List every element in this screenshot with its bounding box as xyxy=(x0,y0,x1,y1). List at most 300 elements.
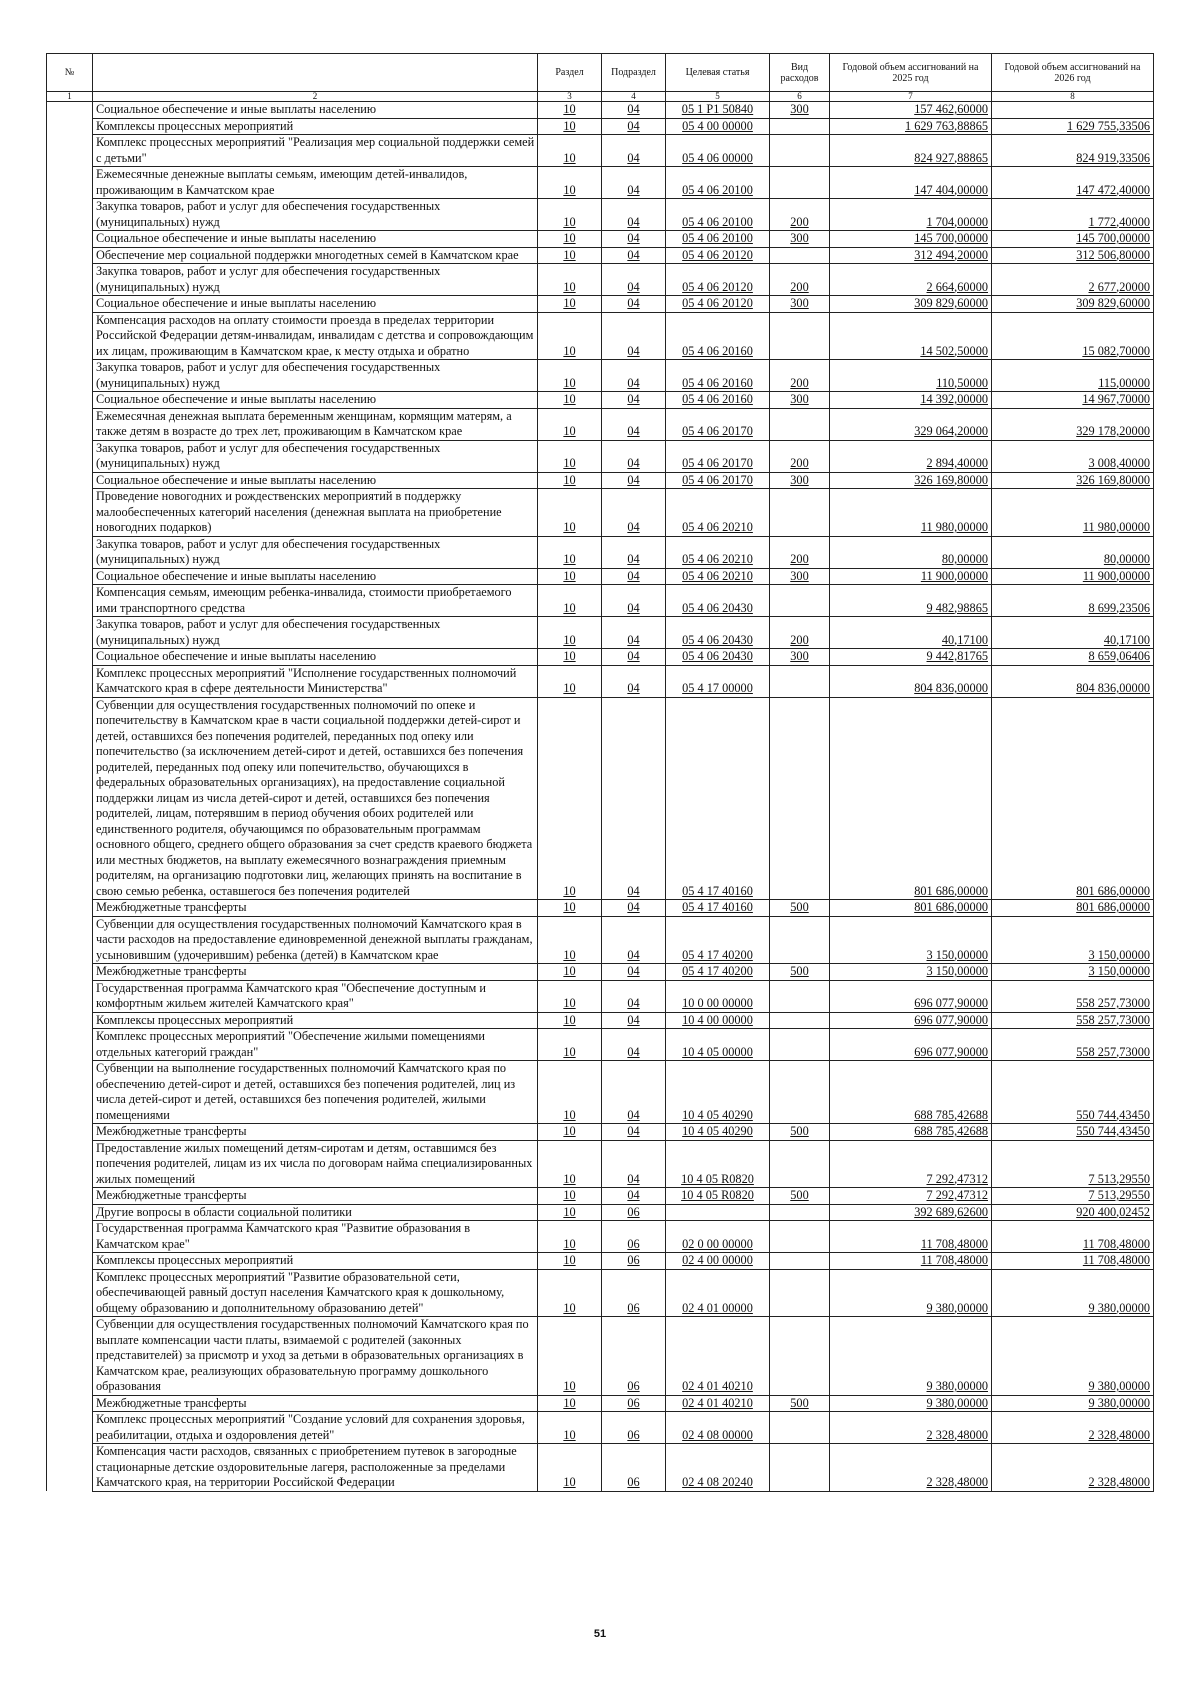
row-amount-2026 xyxy=(992,264,1154,296)
row-subsection-value: 04 xyxy=(627,392,640,406)
row-target-article xyxy=(666,167,770,199)
row-expense-type-value: 300 xyxy=(790,231,809,245)
row-num-cell xyxy=(47,472,93,489)
row-target-article-value: 05 4 06 00000 xyxy=(682,150,753,165)
row-subsection-value: 04 xyxy=(627,343,640,358)
row-expense-type xyxy=(770,408,830,440)
row-subsection xyxy=(602,392,666,409)
row-expense-type xyxy=(770,900,830,917)
row-target-article xyxy=(666,199,770,231)
row-subsection-value: 04 xyxy=(627,214,640,229)
table-row xyxy=(47,489,1154,537)
row-section xyxy=(538,1012,602,1029)
row-amount-2025 xyxy=(830,1061,992,1124)
row-amount-2026 xyxy=(992,1061,1154,1124)
row-target-article xyxy=(666,231,770,248)
row-expense-type xyxy=(770,135,830,167)
row-amount-2025-value: 696 077,90000 xyxy=(914,1012,988,1027)
row-target-article xyxy=(666,1269,770,1317)
row-subsection-value: 04 xyxy=(627,472,640,487)
row-target-article-value: 05 4 17 00000 xyxy=(682,681,753,695)
row-amount-2025-value: 3 150,00000 xyxy=(926,964,988,978)
row-section xyxy=(538,665,602,697)
row-section xyxy=(538,964,602,981)
row-amount-2026 xyxy=(992,697,1154,900)
row-expense-type xyxy=(770,1253,830,1270)
row-amount-2026-value: 558 257,73000 xyxy=(1076,1044,1150,1059)
row-section xyxy=(538,585,602,617)
table-row xyxy=(47,296,1154,313)
row-name: Субвенции для осуществления государственных полномочий Камчатского края в части расходов на предоставление единовременной денежной выплаты гражданам, усыновившим (удочерившим) ребенка (детей) в Камчатском крае xyxy=(93,916,538,964)
row-subsection xyxy=(602,296,666,313)
row-amount-2025-value: 326 169,80000 xyxy=(914,472,988,487)
row-target-article-value: 02 4 01 40210 xyxy=(682,1395,753,1410)
row-num-cell xyxy=(47,199,93,231)
row-section xyxy=(538,980,602,1012)
row-name: Межбюджетные трансферты xyxy=(93,964,538,981)
row-amount-2026-value: 3 150,00000 xyxy=(1088,947,1150,962)
header-section: Раздел xyxy=(538,54,602,92)
row-section xyxy=(538,247,602,264)
row-subsection-value: 04 xyxy=(627,182,640,197)
row-amount-2025-value: 696 077,90000 xyxy=(914,1044,988,1059)
row-num-cell xyxy=(47,167,93,199)
row-section-value: 10 xyxy=(563,1044,576,1059)
row-subsection-value: 04 xyxy=(627,424,640,438)
table-row xyxy=(47,1204,1154,1221)
row-num-cell xyxy=(47,489,93,537)
row-expense-type xyxy=(770,1029,830,1061)
row-target-article xyxy=(666,1317,770,1396)
row-name: Социальное обеспечение и иные выплаты населению xyxy=(93,296,538,313)
row-num-cell xyxy=(47,1061,93,1124)
table-row xyxy=(47,1124,1154,1141)
row-name: Обеспечение мер социальной поддержки многодетных семей в Камчатском крае xyxy=(93,247,538,264)
row-amount-2025 xyxy=(830,536,992,568)
row-amount-2025-value: 2 894,40000 xyxy=(926,456,988,470)
row-target-article-value: 02 4 08 00000 xyxy=(682,1427,753,1442)
row-num-cell xyxy=(47,980,93,1012)
row-section-value: 10 xyxy=(563,1395,576,1410)
row-amount-2025-value: 7 292,47312 xyxy=(926,1188,988,1202)
row-section-value: 10 xyxy=(563,1012,576,1027)
row-amount-2026 xyxy=(992,247,1154,264)
row-amount-2025 xyxy=(830,392,992,409)
row-amount-2026 xyxy=(992,1412,1154,1444)
row-target-article-value: 05 4 17 40200 xyxy=(682,964,753,978)
row-expense-type xyxy=(770,585,830,617)
row-target-article xyxy=(666,264,770,296)
row-name: Государственная программа Камчатского края "Обеспечение доступным и комфортным жильем жителей Камчатского края" xyxy=(93,980,538,1012)
row-name: Межбюджетные трансферты xyxy=(93,900,538,917)
row-amount-2026-value: 2 328,48000 xyxy=(1088,1475,1150,1489)
row-section xyxy=(538,1140,602,1188)
row-subsection xyxy=(602,312,666,360)
row-section-value: 10 xyxy=(563,649,576,663)
row-expense-type xyxy=(770,1124,830,1141)
table-row xyxy=(47,964,1154,981)
row-amount-2025 xyxy=(830,980,992,1012)
row-amount-2025-value: 11 708,48000 xyxy=(920,1236,988,1251)
row-target-article xyxy=(666,1204,770,1221)
row-amount-2025-value: 312 494,20000 xyxy=(914,247,988,262)
header-subsection: Подраздел xyxy=(602,54,666,92)
row-amount-2026 xyxy=(992,312,1154,360)
row-target-article-value: 10 4 05 40290 xyxy=(682,1107,753,1122)
row-target-article xyxy=(666,489,770,537)
row-target-article-value: 05 4 06 20160 xyxy=(682,392,753,406)
row-name: Комплексы процессных мероприятий xyxy=(93,118,538,135)
table-row xyxy=(47,1029,1154,1061)
row-num-cell xyxy=(47,247,93,264)
row-section xyxy=(538,1269,602,1317)
row-num-cell xyxy=(47,1412,93,1444)
row-name: Комплексы процессных мероприятий xyxy=(93,1012,538,1029)
row-amount-2026-value: 1 629 755,33506 xyxy=(1066,118,1150,133)
row-expense-type xyxy=(770,1317,830,1396)
row-section-value: 10 xyxy=(563,1300,576,1315)
row-target-article xyxy=(666,964,770,981)
row-target-article-value: 05 4 06 20120 xyxy=(682,247,753,262)
row-amount-2026 xyxy=(992,118,1154,135)
row-name: Комплекс процессных мероприятий "Исполнение государственных полномочий Камчатского края в сфере деятельности Министерства" xyxy=(93,665,538,697)
row-name: Другие вопросы в области социальной политики xyxy=(93,1204,538,1221)
row-name: Компенсация части расходов, связанных с приобретением путевок в загородные стационарные детские оздоровительные лагеря, расположенные за пределами Камчатского края, на территории Российской Федерации xyxy=(93,1444,538,1492)
row-expense-type-value: 500 xyxy=(790,1188,809,1202)
row-expense-type xyxy=(770,440,830,472)
row-amount-2026 xyxy=(992,649,1154,666)
row-amount-2026-value: 309 829,60000 xyxy=(1076,296,1150,310)
table-row xyxy=(47,1221,1154,1253)
row-amount-2026 xyxy=(992,568,1154,585)
row-subsection-value: 04 xyxy=(627,247,640,262)
row-section-value: 10 xyxy=(563,214,576,229)
row-section-value: 10 xyxy=(563,1236,576,1251)
column-number: 7 xyxy=(830,92,992,102)
row-subsection xyxy=(602,649,666,666)
row-amount-2025-value: 2 328,48000 xyxy=(926,1475,988,1489)
row-target-article-value: 10 4 05 00000 xyxy=(682,1044,753,1059)
row-section xyxy=(538,1412,602,1444)
row-subsection-value: 06 xyxy=(627,1300,640,1315)
row-amount-2026 xyxy=(992,1140,1154,1188)
row-num-cell xyxy=(47,900,93,917)
table-row xyxy=(47,231,1154,248)
column-number: 2 xyxy=(93,92,538,102)
row-section xyxy=(538,312,602,360)
row-subsection-value: 04 xyxy=(627,600,640,615)
row-amount-2025 xyxy=(830,489,992,537)
row-section-value: 10 xyxy=(563,1475,576,1489)
row-target-article-value: 05 4 17 40160 xyxy=(682,883,753,898)
row-amount-2025 xyxy=(830,1204,992,1221)
row-num-cell xyxy=(47,1317,93,1396)
row-amount-2026 xyxy=(992,199,1154,231)
row-name: Субвенции для осуществления государственных полномочий Камчатского края по выплате компенсации части платы, взимаемой с родителей (законных представителей) за присмотр и уход за детьми в образовательных организациях в Камчатском крае, реализующих образовательную программу дошкольного образования xyxy=(93,1317,538,1396)
row-amount-2025 xyxy=(830,1012,992,1029)
row-amount-2025 xyxy=(830,135,992,167)
row-amount-2025-value: 7 292,47312 xyxy=(926,1171,988,1186)
row-amount-2025 xyxy=(830,1124,992,1141)
header-target-article: Целевая статья xyxy=(666,54,770,92)
row-expense-type xyxy=(770,1140,830,1188)
row-amount-2025-value: 11 980,00000 xyxy=(920,520,988,534)
row-subsection-value: 04 xyxy=(627,1124,640,1138)
column-number: 6 xyxy=(770,92,830,102)
row-amount-2025 xyxy=(830,1029,992,1061)
row-subsection-value: 04 xyxy=(627,883,640,898)
budget-table xyxy=(46,53,1154,1492)
table-row xyxy=(47,1269,1154,1317)
row-expense-type-value: 300 xyxy=(790,392,809,406)
table-row xyxy=(47,900,1154,917)
row-amount-2025-value: 9 482,98865 xyxy=(926,600,988,615)
row-num-cell xyxy=(47,1012,93,1029)
row-subsection xyxy=(602,665,666,697)
row-expense-type xyxy=(770,617,830,649)
row-amount-2025 xyxy=(830,118,992,135)
table-row xyxy=(47,649,1154,666)
row-subsection-value: 06 xyxy=(627,1475,640,1489)
row-amount-2026 xyxy=(992,408,1154,440)
row-subsection-value: 04 xyxy=(627,456,640,470)
row-num-cell xyxy=(47,135,93,167)
row-section xyxy=(538,617,602,649)
row-target-article xyxy=(666,1012,770,1029)
row-expense-type xyxy=(770,102,830,119)
row-subsection xyxy=(602,1317,666,1396)
row-subsection-value: 06 xyxy=(627,1379,640,1393)
row-name: Социальное обеспечение и иные выплаты населению xyxy=(93,392,538,409)
row-amount-2026 xyxy=(992,472,1154,489)
row-name: Проведение новогодних и рождественских мероприятий в поддержку малообеспеченных категорий населения (денежная выплата на приобретение новогодних подарков) xyxy=(93,489,538,537)
row-section-value: 10 xyxy=(563,150,576,165)
row-amount-2025-value: 80,00000 xyxy=(941,552,988,566)
row-amount-2026-value: 558 257,73000 xyxy=(1076,1012,1150,1027)
row-target-article xyxy=(666,1140,770,1188)
row-amount-2026 xyxy=(992,231,1154,248)
row-target-article-value: 02 4 01 00000 xyxy=(682,1300,753,1315)
row-expense-type xyxy=(770,536,830,568)
row-subsection xyxy=(602,1204,666,1221)
row-num-cell xyxy=(47,102,93,119)
column-number: 5 xyxy=(666,92,770,102)
row-expense-type xyxy=(770,312,830,360)
row-subsection xyxy=(602,247,666,264)
column-number: 4 xyxy=(602,92,666,102)
row-amount-2025-value: 110,50000 xyxy=(936,375,988,390)
row-name: Предоставление жилых помещений детям-сиротам и детям, оставшимся без попечения родителей, лицам из их числа по договорам найма специализированных жилых помещений xyxy=(93,1140,538,1188)
row-amount-2026-value: 329 178,20000 xyxy=(1076,424,1150,438)
row-target-article-value: 05 4 06 20100 xyxy=(682,231,753,245)
row-section xyxy=(538,536,602,568)
row-target-article-value: 05 4 06 20100 xyxy=(682,214,753,229)
row-name: Субвенции для осуществления государственных полномочий по опеке и попечительству в Камчатском крае в части социальной поддержки детей-сирот и детей, оставшихся без попечения родителей, переданных под опеку или попечительство (за исключением детей-сирот и детей, оставшихся без попечения родителей, переданных под опеку или попечительство, обучающихся в федеральных образовательных организациях), на предоставление социальной поддержки лицам из числа детей-сирот и детей, оставшихся без попечения родителей, лицам, потерявшим в период обучения обоих родителей или единственного родителя, обучающимся по образовательным программам основного общего, среднего общего образования за счет средств краевого бюджета или местных бюджетов, на выплату ежемесячного вознаграждения приемным родителям, на организацию подготовки лиц, желающих принять на воспитание в свою семью ребенка, оставшегося без попечения родителей xyxy=(93,697,538,900)
row-section xyxy=(538,1253,602,1270)
row-amount-2025 xyxy=(830,1317,992,1396)
row-subsection xyxy=(602,980,666,1012)
column-number: 3 xyxy=(538,92,602,102)
row-subsection-value: 04 xyxy=(627,375,640,390)
row-target-article-value: 05 4 06 20430 xyxy=(682,632,753,647)
row-expense-type xyxy=(770,1012,830,1029)
row-subsection xyxy=(602,135,666,167)
row-amount-2026-value: 147 472,40000 xyxy=(1076,182,1150,197)
row-amount-2025-value: 9 442,81765 xyxy=(926,649,988,663)
row-expense-type xyxy=(770,964,830,981)
row-section-value: 10 xyxy=(563,424,576,438)
row-target-article xyxy=(666,1253,770,1270)
row-num-cell xyxy=(47,1029,93,1061)
row-target-article xyxy=(666,360,770,392)
row-amount-2026 xyxy=(992,1124,1154,1141)
row-amount-2025-value: 824 927,88865 xyxy=(914,150,988,165)
row-subsection-value: 04 xyxy=(627,520,640,534)
row-amount-2025 xyxy=(830,440,992,472)
row-amount-2026 xyxy=(992,1317,1154,1396)
row-subsection xyxy=(602,1395,666,1412)
row-name: Компенсация расходов на оплату стоимости проезда в пределах территории Российской Федерации детям-инвалидам, инвалидам с детства и сопровождающим их лицам, проживающим в Камчатском крае, к месту отдыха и обратно xyxy=(93,312,538,360)
row-subsection-value: 04 xyxy=(627,964,640,978)
row-amount-2026-value: 550 744,43450 xyxy=(1076,1107,1150,1122)
row-subsection xyxy=(602,1444,666,1492)
row-num-cell xyxy=(47,697,93,900)
row-target-article xyxy=(666,408,770,440)
row-num-cell xyxy=(47,1395,93,1412)
row-section-value: 10 xyxy=(563,632,576,647)
row-section xyxy=(538,900,602,917)
row-amount-2026-value: 40,17100 xyxy=(1103,632,1150,647)
row-section xyxy=(538,392,602,409)
row-amount-2026-value: 550 744,43450 xyxy=(1076,1124,1150,1138)
table-row xyxy=(47,1012,1154,1029)
row-amount-2026 xyxy=(992,1188,1154,1205)
row-expense-type xyxy=(770,1221,830,1253)
row-section-value: 10 xyxy=(563,375,576,390)
row-target-article-value: 05 4 06 20120 xyxy=(682,279,753,294)
row-subsection xyxy=(602,102,666,119)
row-section-value: 10 xyxy=(563,1188,576,1202)
row-subsection xyxy=(602,472,666,489)
column-number: 1 xyxy=(47,92,93,102)
row-section-value: 10 xyxy=(563,1107,576,1122)
row-amount-2025 xyxy=(830,665,992,697)
table-row xyxy=(47,408,1154,440)
row-amount-2026 xyxy=(992,102,1154,119)
row-amount-2026-value: 115,00000 xyxy=(1098,375,1150,390)
row-expense-type-value: 500 xyxy=(790,1124,809,1138)
row-amount-2025-value: 14 502,50000 xyxy=(920,343,988,358)
row-subsection xyxy=(602,1188,666,1205)
row-amount-2026-value: 11 708,48000 xyxy=(1082,1236,1150,1251)
row-target-article xyxy=(666,1412,770,1444)
row-amount-2026-value: 8 699,23506 xyxy=(1088,600,1150,615)
row-target-article-value: 02 4 01 40210 xyxy=(682,1379,753,1393)
row-subsection-value: 04 xyxy=(627,118,640,133)
row-amount-2025-value: 145 700,00000 xyxy=(914,231,988,245)
table-row xyxy=(47,1395,1154,1412)
row-section-value: 10 xyxy=(563,392,576,406)
row-subsection xyxy=(602,489,666,537)
row-amount-2026-value: 1 772,40000 xyxy=(1088,214,1150,229)
row-amount-2025 xyxy=(830,472,992,489)
row-expense-type xyxy=(770,360,830,392)
row-section-value: 10 xyxy=(563,964,576,978)
row-section xyxy=(538,360,602,392)
row-target-article xyxy=(666,247,770,264)
row-subsection xyxy=(602,264,666,296)
row-section xyxy=(538,296,602,313)
row-amount-2026-value: 14 967,70000 xyxy=(1082,392,1150,406)
row-section-value: 10 xyxy=(563,552,576,566)
row-amount-2025 xyxy=(830,900,992,917)
row-expense-type-value: 300 xyxy=(790,568,809,583)
row-amount-2026 xyxy=(992,916,1154,964)
row-section-value: 10 xyxy=(563,456,576,470)
row-amount-2026-value: 11 708,48000 xyxy=(1082,1253,1150,1267)
table-header-row xyxy=(47,54,1154,92)
row-amount-2026-value: 9 380,00000 xyxy=(1088,1395,1150,1410)
row-num-cell xyxy=(47,536,93,568)
row-amount-2026-value: 7 513,29550 xyxy=(1088,1188,1150,1202)
row-amount-2026 xyxy=(992,1204,1154,1221)
row-target-article-value: 05 1 Р1 50840 xyxy=(681,102,754,116)
row-name: Социальное обеспечение и иные выплаты населению xyxy=(93,231,538,248)
row-subsection-value: 04 xyxy=(627,900,640,914)
row-subsection-value: 04 xyxy=(627,632,640,647)
row-num-cell xyxy=(47,231,93,248)
row-num-cell xyxy=(47,1188,93,1205)
table-body xyxy=(47,102,1154,1492)
row-amount-2025 xyxy=(830,697,992,900)
table-row xyxy=(47,102,1154,119)
row-section xyxy=(538,1221,602,1253)
row-amount-2026-value: 326 169,80000 xyxy=(1076,472,1150,487)
row-name: Межбюджетные трансферты xyxy=(93,1124,538,1141)
row-section xyxy=(538,1188,602,1205)
row-section xyxy=(538,472,602,489)
row-subsection xyxy=(602,1253,666,1270)
row-target-article xyxy=(666,617,770,649)
row-amount-2025-value: 309 829,60000 xyxy=(914,296,988,310)
row-section-value: 10 xyxy=(563,1427,576,1442)
row-subsection xyxy=(602,1269,666,1317)
row-amount-2025-value: 157 462,60000 xyxy=(914,102,988,116)
row-section xyxy=(538,916,602,964)
row-target-article-value: 10 4 00 00000 xyxy=(682,1012,753,1027)
row-subsection-value: 04 xyxy=(627,1044,640,1059)
row-amount-2025 xyxy=(830,199,992,231)
row-expense-type-value: 200 xyxy=(790,214,809,229)
row-amount-2025 xyxy=(830,231,992,248)
header-name xyxy=(93,54,538,92)
page-number: 51 xyxy=(593,1628,607,1640)
row-amount-2026-value: 824 919,33506 xyxy=(1076,150,1150,165)
row-section xyxy=(538,1444,602,1492)
row-expense-type xyxy=(770,118,830,135)
row-name: Комплекс процессных мероприятий "Создание условий для сохранения здоровья, реабилитации, отдыха и оздоровления детей" xyxy=(93,1412,538,1444)
row-target-article xyxy=(666,1061,770,1124)
table-row xyxy=(47,312,1154,360)
row-name: Межбюджетные трансферты xyxy=(93,1395,538,1412)
row-section xyxy=(538,1061,602,1124)
row-amount-2025 xyxy=(830,649,992,666)
row-expense-type xyxy=(770,472,830,489)
row-section xyxy=(538,135,602,167)
row-expense-type xyxy=(770,199,830,231)
row-subsection-value: 04 xyxy=(627,1012,640,1027)
column-number: 8 xyxy=(992,92,1154,102)
